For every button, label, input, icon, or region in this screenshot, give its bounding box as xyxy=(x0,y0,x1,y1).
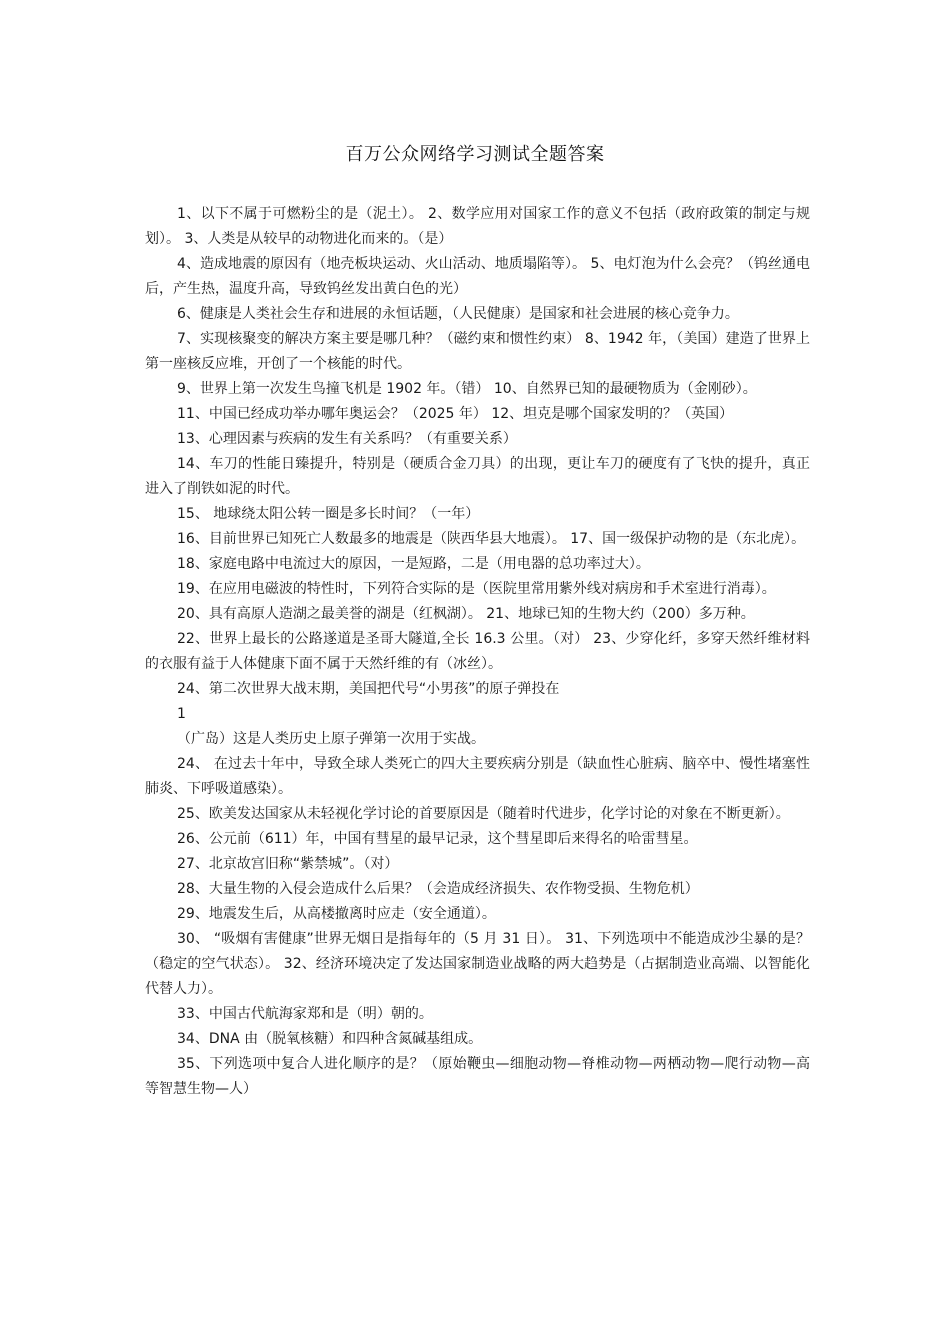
paragraph-q20-21: 20、具有高原人造湖之最美誉的湖是（红枫湖）。 21、地球已知的生物大约（200）多万种。 xyxy=(177,606,755,622)
paragraph-q28: 28、大量生物的入侵会造成什么后果？（会造成经济损失、农作物受损、生物危机） xyxy=(177,881,699,897)
paragraph-q27: 27、北京故宫旧称“紫禁城”。（对） xyxy=(177,856,399,872)
document-body xyxy=(145,202,810,1102)
paragraph-q34: 34、DNA 由（脱氧核糖）和四种含氮碱基组成。 xyxy=(177,1031,483,1047)
paragraph-q15: 15、 地球绕太阳公转一圈是多长时间？（一年） xyxy=(177,506,480,522)
paragraph-q1-3: 1、以下不属于可燃粉尘的是（泥土）。 2、数学应用对国家工作的意义不包括（政府政策的制定与规划）。 3、人类是从较早的动物进化而来的。（是） xyxy=(145,206,810,247)
paragraph-q16-17: 16、目前世界已知死亡人数最多的地震是（陕西华县大地震）。 17、国一级保护动物的是（东北虎）。 xyxy=(177,531,806,547)
paragraph-q26: 26、公元前（611）年，中国有彗星的最早记录，这个彗星即后来得名的哈雷彗星。 xyxy=(177,831,698,847)
paragraph-q24-answer: （广岛）这是人类历史上原子弹第一次用于实战。 xyxy=(177,731,485,747)
paragraph-q35: 35、下列选项中复合人进化顺序的是？（原始鞭虫—细胞动物—脊椎动物—两栖动物—爬行动物—高等智慧生物—人） xyxy=(145,1056,810,1097)
paragraph-q30-32: 30、 “吸烟有害健康”世界无烟日是指每年的（5 月 31 日）。 31、下列选项中不能造成沙尘暴的是？（稳定的空气状态）。 32、经济环境决定了发达国家制造业战略的两大趋势是（占据制造业高端、以智能化代替人力）。 xyxy=(145,931,810,997)
paragraph-q29: 29、地震发生后，从高楼撤离时应走（安全通道）。 xyxy=(177,906,496,922)
paragraph-q25: 25、欧美发达国家从未轻视化学讨论的首要原因是（随着时代进步，化学讨论的对象在不断更新）。 xyxy=(177,806,790,822)
paragraph-q18: 18、家庭电路中电流过大的原因，一是短路，二是（用电器的总功率过大）。 xyxy=(177,556,650,572)
paragraph-q19: 19、在应用电磁波的特性时，下列符合实际的是（医院里常用紫外线对病房和手术室进行消毒）。 xyxy=(177,581,776,597)
paragraph-q7-8: 7、实现核聚变的解决方案主要是哪几种？（磁约束和惯性约束） 8、1942 年，（美国）建造了世界上第一座核反应堆，开创了一个核能的时代。 xyxy=(145,331,810,372)
paragraph-q13: 13、心理因素与疾病的发生有关系吗？（有重要关系） xyxy=(177,431,517,447)
paragraph-q24b: 24、 在过去十年中，导致全球人类死亡的四大主要疾病分别是（缺血性心脏病、脑卒中、慢性堵塞性肺炎、下呼吸道感染）。 xyxy=(145,756,810,797)
paragraph-q4-5: 4、造成地震的原因有（地壳板块运动、火山活动、地质塌陷等）。 5、电灯泡为什么会亮？（钨丝通电后，产生热，温度升高，导致钨丝发出黄白色的光） xyxy=(145,256,810,297)
paragraph-q11-12: 11、中国已经成功举办哪年奥运会？（2025 年） 12、坦克是哪个国家发明的？（英国） xyxy=(177,406,734,422)
paragraph-q6: 6、健康是人类社会生存和进展的永恒话题，（人民健康）是国家和社会进展的核心竞争力。 xyxy=(177,306,739,322)
paragraph-q22-23: 22、世界上最长的公路遂道是圣哥大隧道,全长 16.3 公里。（对） 23、少穿化纤，多穿天然纤维材料的衣服有益于人体健康下面不属于天然纤维的有（冰丝）。 xyxy=(145,631,810,672)
paragraph-q33: 33、中国古代航海家郑和是（明）朝的。 xyxy=(177,1006,433,1022)
paragraph-q14: 14、车刀的性能日臻提升，特别是（硬质合金刀具）的出现，更让车刀的硬度有了飞快的提升，真正进入了削铁如泥的时代。 xyxy=(145,456,810,497)
page-number: 1 xyxy=(177,706,186,722)
paragraph-q24: 24、第二次世界大战末期，美国把代号“小男孩”的原子弹投在 xyxy=(177,681,560,697)
document-title: 百万公众网络学习测试全题答案 xyxy=(345,144,605,165)
paragraph-q9-10: 9、世界上第一次发生鸟撞飞机是 1902 年。（错） 10、自然界已知的最硬物质为（金刚砂）。 xyxy=(177,381,757,397)
